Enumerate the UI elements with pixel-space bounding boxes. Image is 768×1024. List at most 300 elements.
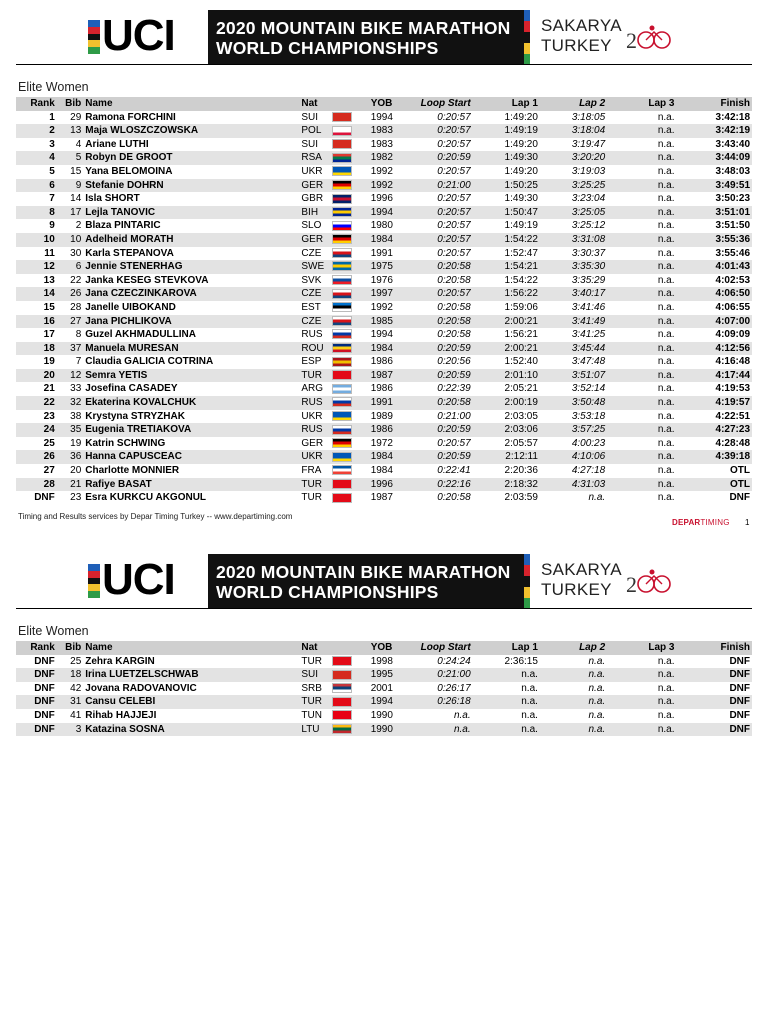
cell-name: Stefanie DOHRN [83, 179, 299, 193]
cell-finish: DNF [677, 668, 753, 682]
cell-nat: UKR [299, 450, 330, 464]
table-row [16, 709, 752, 723]
cell-yob: 1987 [370, 492, 393, 504]
cell-lap1: 1:50:47 [473, 206, 540, 220]
cell-lap1: n.a. [521, 709, 538, 721]
cell-lap1: 1:49:30 [473, 151, 540, 165]
cell-finish: 4:06:50 [677, 287, 753, 301]
cell-lap1: 1:49:20 [504, 165, 538, 177]
table-row [16, 437, 752, 451]
cell-name: Maja WLOSZCZOWSKA [83, 124, 299, 138]
flag-cell [330, 138, 369, 152]
country-flag-icon [332, 357, 352, 367]
cell-lap2: n.a. [588, 709, 606, 721]
cell-yob: 1991 [370, 247, 393, 259]
table-row [16, 328, 752, 342]
cell-lap3: n.a. [607, 668, 676, 682]
cell-loop: 0:26:17 [437, 682, 471, 694]
cell-yob: 1989 [370, 410, 393, 422]
col-lap1: Lap 1 [473, 641, 540, 655]
cell-name: Ekaterina KOVALCHUK [83, 396, 299, 410]
cell-loop: 0:20:58 [437, 492, 471, 504]
event-title-line2: WORLD CHAMPIONSHIPS [216, 38, 439, 58]
col-nat: Nat [299, 641, 330, 655]
cell-name: Rafiye BASAT [83, 478, 299, 492]
table-row [16, 410, 752, 424]
cell-name: Katazina SOSNA [83, 723, 299, 737]
cell-name: Lejla TANOVIC [83, 206, 299, 220]
flag-cell [330, 274, 369, 288]
cell-yob: 1994 [369, 206, 412, 220]
location-city-2: SAKARYA [541, 560, 622, 579]
col-name: Name [83, 97, 299, 111]
flag-cell [330, 369, 369, 383]
table-row [16, 192, 752, 206]
cell-loop: 0:21:00 [412, 179, 473, 193]
cell-lap3: n.a. [607, 151, 676, 165]
country-flag-icon [332, 180, 352, 190]
country-flag-icon [332, 302, 352, 312]
cell-loop: 0:24:24 [437, 655, 471, 667]
col-lap3: Lap 3 [607, 641, 676, 655]
depar-timing-logo [672, 518, 730, 527]
flag-cell [330, 342, 369, 356]
uci-logo-text-2: UCI [102, 555, 175, 604]
depar-logo-part1: DEPAR [672, 518, 701, 527]
cell-rank: DNF [34, 655, 55, 667]
cell-nat: SVK [301, 274, 322, 286]
cell-loop: 0:20:57 [437, 138, 471, 150]
cell-finish: 4:06:55 [715, 301, 750, 313]
cell-name: Katrin SCHWING [85, 437, 166, 449]
cell-bib: 4 [75, 138, 82, 150]
country-flag-icon [332, 153, 352, 163]
cell-loop: 0:20:58 [437, 274, 471, 286]
cell-lap3: n.a. [657, 356, 675, 368]
cell-yob: 1980 [370, 220, 393, 232]
col-yob: YOB [369, 97, 412, 111]
results-table-2 [16, 641, 752, 736]
col-rank: Rank [16, 97, 57, 111]
cell-lap3: n.a. [657, 274, 675, 286]
cell-bib: 26 [57, 287, 84, 301]
flag-cell [330, 151, 369, 165]
cell-name: Rihab HAJJEJI [85, 709, 157, 721]
cell-finish: 3:48:03 [715, 165, 750, 177]
cell-rank: 3 [49, 138, 55, 150]
cell-nat: SLO [301, 220, 322, 232]
table-row [16, 478, 752, 492]
cell-lap2: 3:19:47 [571, 138, 606, 150]
cell-finish: 3:42:19 [677, 124, 753, 138]
table-row [16, 206, 752, 220]
cell-name: Jovana RADOVANOVIC [85, 682, 197, 694]
cell-yob: 1994 [370, 329, 393, 341]
cell-loop: 0:20:58 [437, 301, 471, 313]
cell-nat: SWE [299, 260, 330, 274]
cell-lap2: 4:00:23 [571, 437, 606, 449]
cell-lap2: 3:47:48 [571, 356, 606, 368]
cell-bib: 22 [70, 274, 82, 286]
cell-lap1: 2:05:21 [504, 383, 538, 395]
country-flag-icon [332, 425, 352, 435]
country-flag-icon [332, 221, 352, 231]
country-flag-icon [332, 479, 352, 489]
cell-name: Ariane LUTHI [85, 138, 149, 150]
cell-lap1: n.a. [473, 723, 540, 737]
country-flag-icon [332, 343, 352, 353]
cell-lap1: n.a. [473, 695, 540, 709]
cell-lap2: 3:45:44 [540, 342, 607, 356]
cell-lap3: n.a. [607, 124, 676, 138]
timing-credit: Timing and Results services by Depar Timing Turkey -- www.departiming.com [18, 512, 293, 521]
cell-nat: TUR [299, 478, 330, 492]
event-title-line1-2: 2020 MOUNTAIN BIKE MARATHON [216, 562, 511, 582]
event-title-line2-2: WORLD CHAMPIONSHIPS [216, 582, 439, 602]
table-row [16, 695, 752, 709]
flag-cell [330, 382, 369, 396]
cell-bib: 7 [75, 356, 82, 368]
uci-logo-2 [88, 555, 206, 604]
cell-nat: FRA [301, 465, 322, 477]
cell-name: Karla STEPANOVA [85, 247, 174, 259]
cell-finish: 4:27:23 [677, 423, 753, 437]
cell-lap3: n.a. [607, 723, 676, 737]
table-row [16, 382, 752, 396]
cell-rank: 25 [43, 437, 55, 449]
cell-name: Cansu CELEBI [83, 695, 299, 709]
cell-lap2: 3:18:05 [571, 111, 606, 123]
cell-lap3: n.a. [657, 709, 675, 721]
cell-rank: 17 [43, 329, 55, 341]
cell-lap1: 1:56:22 [473, 287, 540, 301]
sakarya-2020-emblem-icon [624, 22, 676, 54]
cell-lap2: n.a. [540, 695, 607, 709]
cell-lap2: 3:19:03 [571, 165, 606, 177]
table-row [16, 682, 752, 696]
cell-loop: 0:20:58 [412, 396, 473, 410]
flag-cell [330, 437, 369, 451]
cell-yob: 1994 [370, 111, 393, 123]
country-flag-icon [332, 670, 352, 680]
flag-cell [330, 179, 369, 193]
col-lap3: Lap 3 [607, 97, 676, 111]
table-row [16, 355, 752, 369]
cell-bib: 6 [57, 260, 84, 274]
cell-lap1: 1:49:20 [504, 138, 538, 150]
cell-nat: SUI [301, 111, 319, 123]
cell-rank: 28 [16, 478, 57, 492]
cell-rank: 14 [16, 287, 57, 301]
country-flag-icon [332, 465, 352, 475]
cell-loop: 0:20:57 [412, 206, 473, 220]
cell-lap2: n.a. [588, 682, 606, 694]
cell-lap3: n.a. [657, 165, 675, 177]
table-row [16, 450, 752, 464]
table-row [16, 138, 752, 152]
cell-yob: 1992 [369, 179, 412, 193]
cell-lap3: n.a. [607, 260, 676, 274]
table-row [16, 287, 752, 301]
country-flag-icon [332, 452, 352, 462]
cell-bib: 9 [57, 179, 84, 193]
cell-bib: 19 [70, 437, 82, 449]
cell-lap3: n.a. [657, 111, 675, 123]
cell-rank: DNF [16, 723, 57, 737]
cell-lap1: 1:49:20 [504, 111, 538, 123]
cell-lap3: n.a. [657, 301, 675, 313]
cell-lap3: n.a. [657, 437, 675, 449]
cell-bib: 30 [70, 247, 82, 259]
cell-finish: 3:55:46 [715, 247, 750, 259]
cell-yob: 1984 [370, 465, 393, 477]
cell-lap2: 3:40:17 [540, 287, 607, 301]
cell-lap1: 1:54:22 [504, 274, 538, 286]
country-flag-icon [332, 275, 352, 285]
cell-finish: 4:09:09 [715, 329, 750, 341]
cell-name: Ramona FORCHINI [85, 111, 176, 123]
cell-lap2: 3:25:12 [571, 220, 606, 232]
cell-bib: 17 [57, 206, 84, 220]
flag-cell [330, 668, 369, 682]
cell-finish: OTL [677, 478, 753, 492]
cell-rank: 20 [16, 369, 57, 383]
event-location-2 [541, 560, 622, 600]
cell-bib: 15 [70, 165, 82, 177]
cell-nat: GER [299, 179, 330, 193]
cell-loop: 0:21:00 [412, 668, 473, 682]
cell-lap3: n.a. [607, 206, 676, 220]
cell-finish: DNF [729, 492, 750, 504]
table-row [16, 165, 752, 179]
cell-lap3: n.a. [657, 383, 675, 395]
cell-lap2: 3:41:25 [571, 329, 606, 341]
cell-rank: 16 [16, 315, 57, 329]
cell-yob: 1975 [369, 260, 412, 274]
cell-lap1: 2:01:10 [473, 369, 540, 383]
table-row [16, 668, 752, 682]
cell-lap1: 1:56:21 [504, 329, 538, 341]
cell-yob: 1984 [369, 342, 412, 356]
cell-loop: 0:20:58 [412, 260, 473, 274]
cell-loop: 0:20:57 [412, 124, 473, 138]
cell-bib: 38 [70, 410, 82, 422]
page-number: 1 [745, 518, 750, 527]
cell-finish: 4:39:18 [677, 450, 753, 464]
table-row [16, 396, 752, 410]
cell-finish: 4:19:53 [715, 383, 750, 395]
cell-rank: 10 [16, 233, 57, 247]
cell-bib: 14 [70, 193, 82, 205]
col-lap1: Lap 1 [473, 97, 540, 111]
cell-nat: TUR [299, 695, 330, 709]
country-flag-icon [332, 710, 352, 720]
flag-cell [330, 478, 369, 492]
event-header [0, 0, 768, 62]
cell-lap3: n.a. [657, 247, 675, 259]
cell-rank: DNF [34, 492, 55, 504]
country-flag-icon [332, 438, 352, 448]
table-row [16, 151, 752, 165]
col-yob: YOB [369, 641, 412, 655]
cell-lap1: 2:12:11 [473, 450, 540, 464]
country-flag-icon [332, 194, 352, 204]
table-row [16, 233, 752, 247]
cell-bib: 25 [70, 655, 82, 667]
cell-finish: 3:55:36 [677, 233, 753, 247]
cell-lap2: 3:52:14 [571, 383, 606, 395]
cell-lap3: n.a. [657, 465, 675, 477]
cell-nat: UKR [301, 165, 323, 177]
uci-logo [88, 11, 206, 60]
cell-bib: 2 [75, 220, 82, 232]
cell-yob: 1976 [370, 274, 393, 286]
results-page-2 [0, 544, 768, 1024]
flag-cell [330, 233, 369, 247]
cell-bib: 33 [70, 383, 82, 395]
cell-bib: 29 [70, 111, 82, 123]
flag-cell [330, 328, 369, 342]
flag-cell [330, 124, 369, 138]
cell-rank: 2 [16, 124, 57, 138]
cell-finish: 4:22:51 [715, 410, 750, 422]
header-rule [16, 64, 752, 65]
cell-yob: 1972 [370, 437, 393, 449]
cell-lap1: 1:54:21 [473, 260, 540, 274]
cell-loop: 0:20:59 [412, 369, 473, 383]
flag-cell [330, 219, 369, 233]
cell-lap3: n.a. [607, 233, 676, 247]
cell-bib: 28 [70, 301, 82, 313]
cell-rank: DNF [16, 668, 57, 682]
country-flag-icon [332, 316, 352, 326]
cell-loop: 0:20:57 [437, 247, 471, 259]
cell-rank: 6 [16, 179, 57, 193]
cell-loop: 0:20:58 [412, 315, 473, 329]
cell-lap3: n.a. [607, 369, 676, 383]
cell-finish: 4:28:48 [715, 437, 750, 449]
cell-lap1: 1:52:40 [504, 356, 538, 368]
cell-finish: 4:19:57 [677, 396, 753, 410]
flag-cell [330, 192, 369, 206]
cell-nat: TUR [301, 655, 322, 667]
cell-lap1: 2:18:32 [473, 478, 540, 492]
cell-yob: 1984 [369, 450, 412, 464]
country-flag-icon [332, 261, 352, 271]
rainbow-stripes-icon [88, 20, 100, 54]
cell-lap1: 2:00:19 [473, 396, 540, 410]
col-flag [330, 97, 369, 111]
table-row [16, 342, 752, 356]
cell-name: Adelheid MORATH [83, 233, 299, 247]
flag-cell [330, 655, 369, 669]
cell-yob: 1990 [369, 723, 412, 737]
table-row [16, 247, 752, 261]
cell-rank: DNF [16, 695, 57, 709]
cell-bib: 12 [57, 369, 84, 383]
banner-rainbow-icon [524, 554, 530, 609]
cell-loop: 0:20:59 [412, 450, 473, 464]
country-flag-icon [332, 329, 352, 339]
cell-rank: 23 [43, 410, 55, 422]
cell-loop: 0:20:59 [412, 423, 473, 437]
cell-rank: 19 [43, 356, 55, 368]
col-flag [330, 641, 369, 655]
table-row [16, 260, 752, 274]
cell-lap3: n.a. [657, 220, 675, 232]
cell-rank: 5 [49, 165, 55, 177]
cell-rank: 4 [16, 151, 57, 165]
cell-lap2: 3:57:25 [540, 423, 607, 437]
cell-loop: 0:26:18 [412, 695, 473, 709]
cell-yob: 1987 [369, 369, 412, 383]
cell-lap1: 1:54:22 [473, 233, 540, 247]
cell-name: Janelle UIBOKAND [85, 301, 176, 313]
col-loop-start: Loop Start [412, 97, 473, 111]
cell-rank: DNF [34, 682, 55, 694]
event-header-2 [0, 544, 768, 606]
table-row [16, 369, 752, 383]
cell-nat: RUS [299, 423, 330, 437]
cell-name: Yana BELOMOINA [85, 165, 173, 177]
cell-lap3: n.a. [607, 342, 676, 356]
flag-cell [330, 287, 369, 301]
cell-nat: RUS [301, 329, 323, 341]
cell-lap1: 2:05:57 [504, 437, 538, 449]
cell-nat: TUR [299, 369, 330, 383]
cell-lap3: n.a. [657, 492, 675, 504]
depar-logo-part2: TIMING [700, 518, 730, 527]
cell-nat: POL [299, 124, 330, 138]
cell-rank: 18 [16, 342, 57, 356]
table-row [16, 274, 752, 288]
event-banner-2 [208, 554, 524, 609]
cell-yob: 1986 [369, 423, 412, 437]
table-row [16, 491, 752, 505]
cell-lap2: 3:30:37 [571, 247, 606, 259]
cell-yob: 1994 [369, 695, 412, 709]
cell-loop: 0:20:59 [412, 151, 473, 165]
cell-rank: 13 [43, 274, 55, 286]
cell-lap3: n.a. [657, 329, 675, 341]
flag-cell [330, 450, 369, 464]
svg-text:2: 2 [626, 28, 637, 53]
cell-rank: 24 [16, 423, 57, 437]
flag-cell [330, 491, 369, 505]
cell-name: Jennie STENERHAG [83, 260, 299, 274]
cell-lap1: 2:00:21 [473, 342, 540, 356]
cell-yob: 1983 [369, 124, 412, 138]
country-flag-icon [332, 166, 352, 176]
col-name: Name [83, 641, 299, 655]
cell-bib: 23 [70, 492, 82, 504]
flag-cell [330, 396, 369, 410]
cell-nat: LTU [299, 723, 330, 737]
cell-finish: 4:02:53 [715, 274, 750, 286]
table-row [16, 464, 752, 478]
cell-finish: DNF [677, 695, 753, 709]
category-label: Elite Women [18, 80, 89, 94]
rainbow-stripes-icon [88, 564, 100, 598]
col-loop-start: Loop Start [412, 641, 473, 655]
banner-rainbow-icon [524, 10, 530, 65]
cell-nat: GBR [301, 193, 324, 205]
location-country: TURKEY [541, 36, 612, 55]
cell-rank: 7 [49, 193, 55, 205]
sakarya-2020-emblem-icon [624, 566, 676, 598]
country-flag-icon [332, 656, 352, 666]
cell-finish: 3:44:09 [677, 151, 753, 165]
